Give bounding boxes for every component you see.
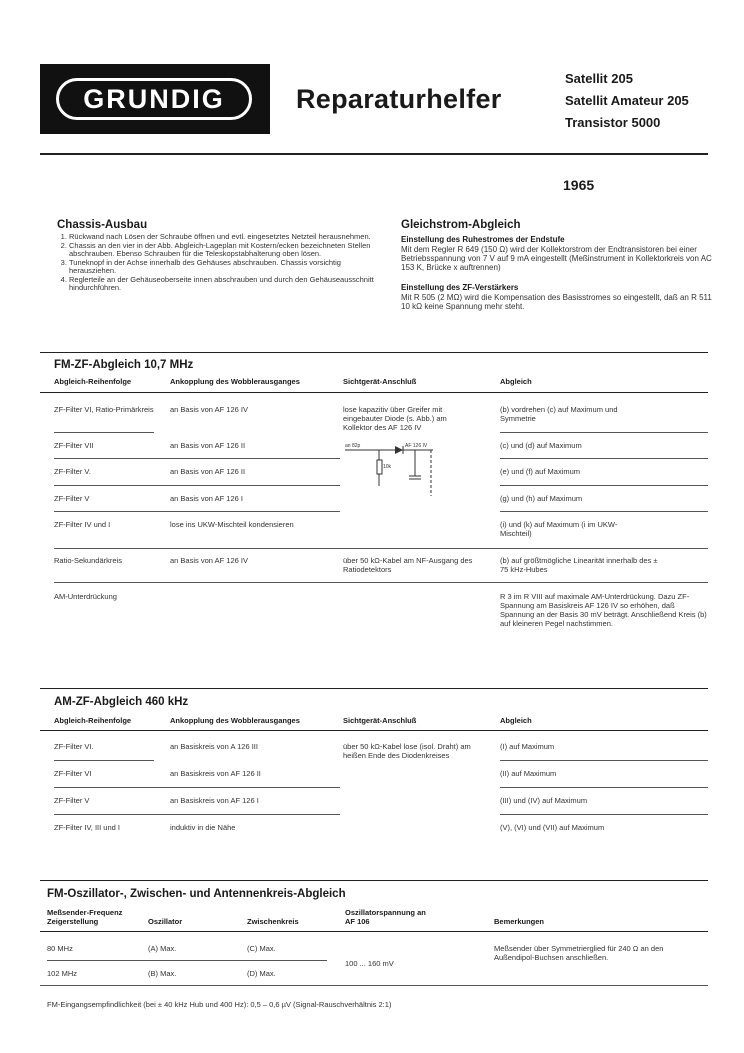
fm-row7-a: AM-Unterdrückung	[54, 592, 117, 601]
fm-row3-d: (e) und (f) auf Maximum	[500, 467, 581, 476]
diode-symbol	[395, 446, 403, 454]
fm-row4-a: ZF-Filter V	[54, 494, 90, 503]
chassis-steps	[57, 233, 375, 293]
fm-header-rule	[40, 392, 708, 393]
fm-row6-b: an Basis von AF 126 IV	[170, 556, 248, 565]
fm-row2-b: an Basis von AF 126 II	[170, 441, 246, 450]
fm-row6-c: über 50 kΩ-Kabel am NF-Ausgang des Ratiodetektors	[343, 556, 473, 574]
osc-header-rule	[40, 931, 708, 932]
fm-row6-d: (b) auf größtmögliche Linearität innerhalb des ± 75 kHz-Hubes	[500, 556, 658, 574]
fm-row5-d: (i) und (k) auf Maximum (i im UKW-Mischteil)	[500, 520, 618, 538]
fm-row-divider	[54, 485, 340, 486]
model-3: Transistor 5000	[565, 115, 661, 130]
fm-row-divider	[54, 511, 340, 512]
am-row-divider	[500, 760, 708, 761]
gleich-text1: Mit dem Regler R 649 (150 Ω) wird der Kollektorstrom der Endtransistoren bei einer Betriebsspannung von 7 V auf 9 mA eingestellt (Meßinstrument in Kollektorkreis von AC 153 K, Brücke x auftrennen)	[401, 245, 712, 272]
fm-row-divider	[54, 582, 708, 583]
header-rule	[40, 153, 708, 155]
fm-row1-d: (b) vordrehen (c) auf Maximum und Symmetrie	[500, 405, 618, 423]
fm-row3-b: an Basis von AF 126 II	[170, 467, 246, 476]
circuit-label-1: an 82p	[345, 443, 361, 449]
am-row-divider	[54, 814, 340, 815]
fm-row-divider	[54, 458, 340, 459]
fm-row5-a: ZF-Filter IV und I	[54, 520, 111, 529]
osc-row1-b: (A) Max.	[148, 944, 177, 953]
fm-row-divider	[500, 458, 708, 459]
am-header-rule	[40, 730, 708, 731]
am-zf-title: AM-ZF-Abgleich 460 kHz	[54, 696, 189, 708]
osc-footer: FM-Eingangsempfindlichkeit (bei ± 40 kHz Hub und 400 Hz): 0,5 – 0,6 µV (Signal-Rauschverhältnis 2:1)	[47, 1000, 392, 1009]
osc-header-e: Bemerkungen	[494, 917, 545, 926]
am-header-a: Abgleich-Reihenfolge	[54, 716, 132, 725]
year: 1965	[563, 177, 595, 193]
osc-title: FM-Oszillator-, Zwischen- und Antennenkreis-Abgleich	[47, 888, 346, 900]
am-row-divider	[54, 760, 154, 761]
osc-row1-e: Meßsender über Symmetrierglied für 240 Ω an den Außendipol-Buchsen anschließen.	[494, 944, 664, 962]
am-header-b: Ankopplung des Wobblerausganges	[170, 716, 300, 725]
am-top-rule	[40, 688, 708, 689]
am-row1-d: (I) auf Maximum	[500, 742, 555, 751]
am-row2-b: an Basiskreis von AF 126 II	[170, 769, 261, 778]
grundig-logo	[40, 64, 270, 134]
circuit-label-3: 10k	[383, 464, 392, 470]
am-row2-a: ZF-Filter VI	[54, 769, 92, 778]
chassis-step-4: 4. Reglerteile an der Gehäuseoberseite innen abschrauben und durch den Gehäuseausschnitt hindurchführen.	[69, 276, 375, 293]
osc-row2-c: (D) Max.	[247, 969, 276, 978]
fm-row-divider	[54, 548, 708, 549]
osc-row1-a: 80 MHz	[47, 944, 73, 953]
osc-top-rule	[40, 880, 708, 881]
gleich-sub1: Einstellung des Ruhestromes der Endstufe	[401, 235, 565, 244]
am-header-c: Sichtgerät-Anschluß	[343, 716, 417, 725]
fm-row7-d: R 3 im R VIII auf maximale AM-Unterdrückung. Dazu ZF-Spannung am Basiskreis AF 126 IV so erhöhen, daß Spannung an der Basis 30 mV beträgt. Anschließend Kreis (b) auf kleineren Pegel nachstimmen.	[500, 592, 707, 628]
model-1: Satellit 205	[565, 71, 633, 86]
fm-row2-d: (c) und (d) auf Maximum	[500, 441, 582, 450]
fm-row-divider	[500, 511, 708, 512]
diode-probe-circuit	[343, 440, 443, 498]
am-row3-a: ZF-Filter V	[54, 796, 90, 805]
am-row4-b: induktiv in die Nähe	[170, 823, 236, 832]
osc-header-d: Oszillatorspannung an AF 106	[345, 908, 426, 926]
osc-header-c: Zwischenkreis	[247, 917, 299, 926]
model-list	[565, 68, 689, 134]
am-row1-c: über 50 kΩ-Kabel lose (isol. Draht) am heißen Ende des Diodenkreises	[343, 742, 471, 760]
fm-header-b: Ankopplung des Wobblerausganges	[170, 377, 300, 386]
chassis-step-1: 1. Rückwand nach Lösen der Schraube öffnen und evtl. eingesetztes Netzteil herausnehmen.	[69, 233, 375, 242]
am-row3-b: an Basiskreis von AF 126 I	[170, 796, 259, 805]
am-row3-d: (III) und (IV) auf Maximum	[500, 796, 588, 805]
chassis-title: Chassis-Ausbau	[57, 219, 148, 231]
fm-row2-a: ZF-Filter VII	[54, 441, 94, 450]
fm-row1-b: an Basis von AF 126 IV	[170, 405, 248, 414]
fm-row1-a: ZF-Filter VI, Ratio-Primärkreis	[54, 405, 154, 414]
am-row1-a: ZF-Filter VI.	[54, 742, 94, 751]
logo-text: GRUNDIG	[56, 78, 252, 120]
osc-row2-d: 100 ... 160 mV	[345, 959, 394, 968]
fm-row-divider	[500, 432, 708, 433]
am-row1-b: an Basiskreis von A 126 III	[170, 742, 258, 751]
fm-row5-b: lose ins UKW-Mischteil kondensieren	[170, 520, 294, 529]
fm-header-a: Abgleich-Reihenfolge	[54, 377, 132, 386]
fm-row4-b: an Basis von AF 126 I	[170, 494, 243, 503]
model-2: Satellit Amateur 205	[565, 93, 689, 108]
gleich-text2: Mit R 505 (2 MΩ) wird die Kompensation des Basisstromes so eingestellt, daß an R 511 10 kΩ keine Spannung mehr steht.	[401, 293, 712, 311]
fm-header-d: Abgleich	[500, 377, 532, 386]
gleich-title: Gleichstrom-Abgleich	[401, 219, 521, 231]
fm-row-divider	[54, 432, 154, 433]
am-row-divider	[500, 814, 708, 815]
fm-row-divider	[500, 485, 708, 486]
osc-header-b: Oszillator	[148, 917, 183, 926]
am-row-divider	[500, 787, 708, 788]
fm-row3-a: ZF-Filter V.	[54, 467, 91, 476]
osc-row-divider	[47, 960, 327, 961]
osc-header-a: Meßsender-Frequenz Zeigerstellung	[47, 908, 123, 926]
gleich-sub2: Einstellung des ZF-Verstärkers	[401, 283, 519, 292]
am-row4-d: (V), (VI) und (VII) auf Maximum	[500, 823, 605, 832]
fm-row6-a: Ratio-Sekundärkreis	[54, 556, 122, 565]
fm-top-rule	[40, 352, 708, 353]
circuit-label-2: AF 126 IV	[405, 443, 428, 449]
osc-row2-b: (B) Max.	[148, 969, 177, 978]
am-header-d: Abgleich	[500, 716, 532, 725]
fm-header-c: Sichtgerät-Anschluß	[343, 377, 417, 386]
fm-row4-d: (g) und (h) auf Maximum	[500, 494, 583, 503]
am-row-divider	[54, 787, 340, 788]
fm-row1-c: lose kapazitiv über Greifer mit eingebauter Diode (s. Abb.) am Kollektor des AF 126 IV	[343, 405, 447, 432]
am-row2-d: (II) auf Maximum	[500, 769, 557, 778]
osc-row1-c: (C) Max.	[247, 944, 276, 953]
am-row4-a: ZF-Filter IV, III und I	[54, 823, 120, 832]
chassis-step-3: 3. Tuneknopf in der Achse innerhalb des Gehäuses abschrauben. Chassis vorsichtig herausziehen.	[69, 259, 375, 276]
fm-zf-title: FM-ZF-Abgleich 10,7 MHz	[54, 359, 194, 371]
page-title: Reparaturhelfer	[296, 84, 502, 114]
osc-bottom-rule	[40, 985, 708, 986]
osc-row2-a: 102 MHz	[47, 969, 78, 978]
chassis-step-2: 2. Chassis an den vier in der Abb. Abgleich-Lageplan mit Kostern/ecken bezeichneten Stellen abschrauben. Ebenso Schrauben für die Teleskopstabhalterung oben lösen.	[69, 242, 375, 259]
